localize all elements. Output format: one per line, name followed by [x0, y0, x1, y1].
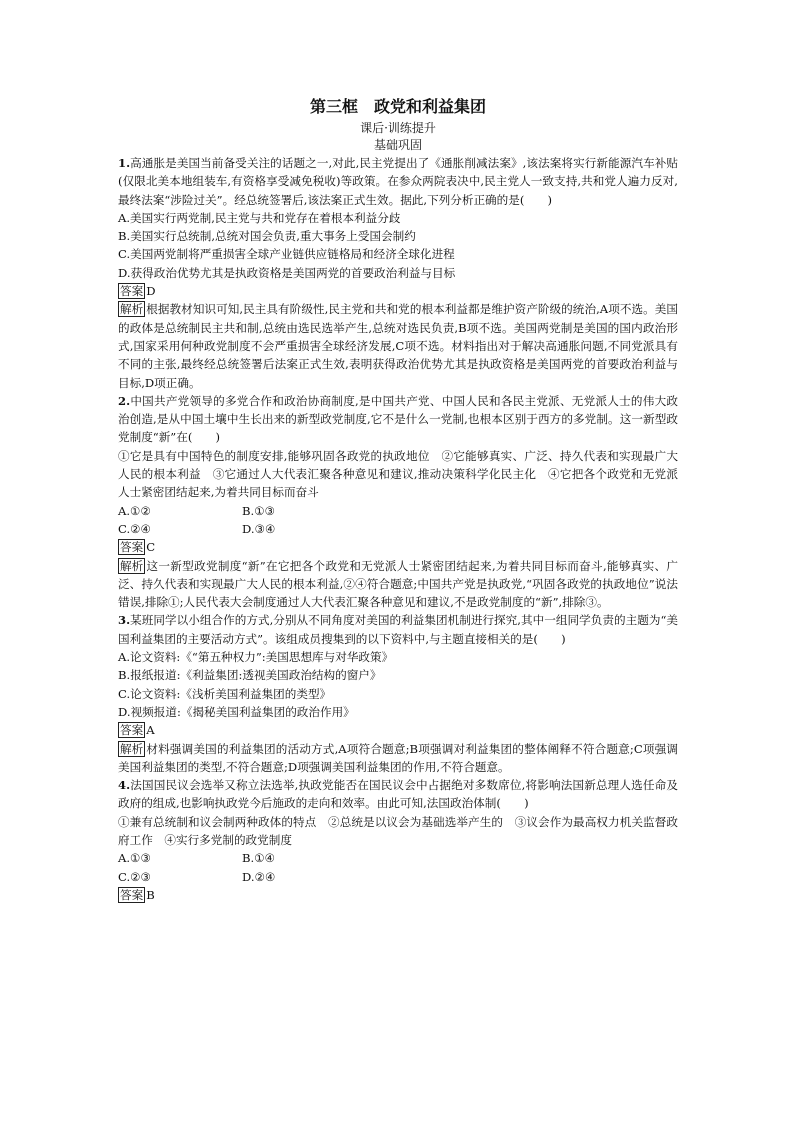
option-c: C.论文资料:《浅析美国利益集团的类型》	[118, 686, 332, 701]
answer-line	[118, 886, 678, 904]
option-b: B.美国实行总统制,总统对国会负责,重大事务上受国会制约	[118, 229, 416, 244]
question-number: 1.	[118, 156, 131, 170]
analysis-line	[118, 740, 678, 777]
analysis-label: 解析	[120, 558, 144, 573]
answer-label: 答案	[120, 723, 144, 738]
question-number: 3.	[118, 613, 131, 628]
question-stem: 1.高通胀是美国当前备受关注的话题之一,对此,民主党提出了《通胀削减法案》,该法案将实行新能源汽车补贴(仅限北美本地组装车,有资格享受减免税收)等政策。在参众两院表决中,民主党人一致支持,共和党人遍力反对,最终法案“涉险过关”。经总统签署后,该法案正式生效。据此,下列分析正确的是( )	[118, 156, 678, 207]
section-subtitle: 课后·训练提升	[360, 121, 436, 135]
option-c: C.②③	[118, 869, 151, 884]
analysis-text: 根据教材知识可知,民主具有阶级性,民主党和共和党的根本利益都是维护资产阶级的统治,A项不选。美国的政体是总统制民主共和制,总统由选民选举产生,总统对选民负责,B项不选。美国两党制是美国的国内政治形式,国家采用何种政党制度不会严重损害全球经济发展,C项不选。材料指出对于解决高通胀问题,不同党派具有不同的主张,最终经总统签署后法案正式生效,表明获得政治优势尤其是执政资格是美国两党的首要政治利益与目标,D项正确。	[118, 302, 678, 390]
option-row	[118, 868, 678, 886]
answer-value: D	[146, 284, 156, 299]
answer-label: 答案	[120, 887, 144, 902]
answer-value: B	[146, 887, 155, 902]
answer-value: A	[146, 723, 155, 738]
option-a: A.美国实行两党制,民主党与共和党存在着根本利益分歧	[118, 210, 401, 225]
analysis-label: 解析	[120, 302, 144, 317]
option-d: D.视频报道:《揭秘美国利益集团的政治作用》	[118, 704, 355, 719]
option-c: C.美国两党制将严重损害全球产业链供应链格局和经济全球化进程	[118, 247, 455, 262]
answer-line	[118, 721, 678, 739]
question-stem: 2.中国共产党领导的多党合作和政治协商制度,是中国共产党、中国人民和各民主党派、无党派人士的伟大政治创造,是从中国土壤中生长出来的新型政党制度,它不是什么一党制,也根本区别于西方的多党制。这一新型政党制度“新”在( )	[118, 393, 678, 445]
option-c: C.②④	[118, 521, 151, 536]
option-row	[118, 849, 678, 867]
statement-list: ①兼有总统制和议会制两种政体的特点 ②总统是以议会为基础选举产生的 ③议会作为最高权力机关监督政府工作 ④实行多党制的政党制度	[118, 814, 678, 847]
analysis-label: 解析	[120, 741, 144, 756]
analysis-line	[118, 300, 678, 391]
option-d: D.②④	[242, 869, 276, 884]
option-a: A.①②	[118, 503, 151, 518]
option-a: A.论文资料:《“第五种权力”:美国思想库与对华政策》	[118, 650, 394, 665]
question-stem: 3.某班同学以小组合作的方式,分别从不同角度对美国的利益集团机制进行探究,其中一组同学负责的主题为“美国利益集团的主要活动方式”。该组成员搜集到的以下资料中,与主题直接相关的是( )	[118, 613, 678, 646]
question-2	[118, 392, 678, 612]
analysis-text: 这一新型政党制度“新”在它把各个政党和无党派人士紧密团结起来,为着共同目标而奋斗,能够真实、广泛、持久代表和实现最广大人民的根本利益,②④符合题意;中国共产党是执政党,“巩固各政党的执政地位”说法错误,排除①;人民代表大会制度通过人大代表汇聚各种意见和建议,不是政党制度的“新”,排除③。	[118, 558, 678, 610]
question-1	[118, 154, 678, 392]
question-stem: 4.法国国民议会选举又称立法选举,执政党能否在国民议会中占据绝对多数席位,将影响法国新总理人选任命及政府的组成,也影响执政党今后施政的走向和效率。由此可知,法国政治体制( )	[118, 778, 678, 811]
analysis-line	[118, 557, 678, 612]
answer-label: 答案	[120, 284, 144, 299]
analysis-text: 材料强调美国的利益集团的活动方式,A项符合题意;B项强调对利益集团的整体阐释不符合题意;C项强调美国利益集团的类型,不符合题意;D项强调美国利益集团的作用,不符合题意。	[118, 741, 678, 774]
page-title: 第三框 政党和利益集团	[309, 97, 486, 116]
option-b: B.①③	[242, 503, 275, 518]
question-4	[118, 776, 678, 904]
option-d: D.获得政治优势尤其是执政资格是美国两党的首要政治利益与目标	[118, 265, 456, 280]
option-b: B.报纸报道:《利益集团:透视美国政治结构的窗户》	[118, 668, 382, 683]
option-b: B.①④	[242, 851, 275, 866]
answer-label: 答案	[120, 540, 144, 555]
answer-line	[118, 538, 678, 556]
option-a: A.①③	[118, 851, 151, 866]
question-number: 2.	[118, 393, 131, 408]
option-row	[118, 502, 678, 520]
option-row	[118, 520, 678, 538]
answer-line	[118, 282, 678, 300]
option-d: D.③④	[242, 521, 276, 536]
statement-list: ①它是具有中国特色的制度安排,能够巩固各政党的执政地位 ②它能够真实、广泛、持久代表和实现最广大人民的根本利益 ③它通过人大代表汇聚各种意见和建议,推动决策科学化民主化 ④它把各个政党和无党派人士紧密团结起来,为着共同目标而奋斗	[118, 448, 678, 500]
question-3	[118, 611, 678, 776]
answer-value: C	[146, 540, 156, 555]
question-number: 4.	[118, 778, 131, 793]
section-heading: 基础巩固	[373, 138, 422, 152]
worksheet-page	[118, 96, 678, 904]
